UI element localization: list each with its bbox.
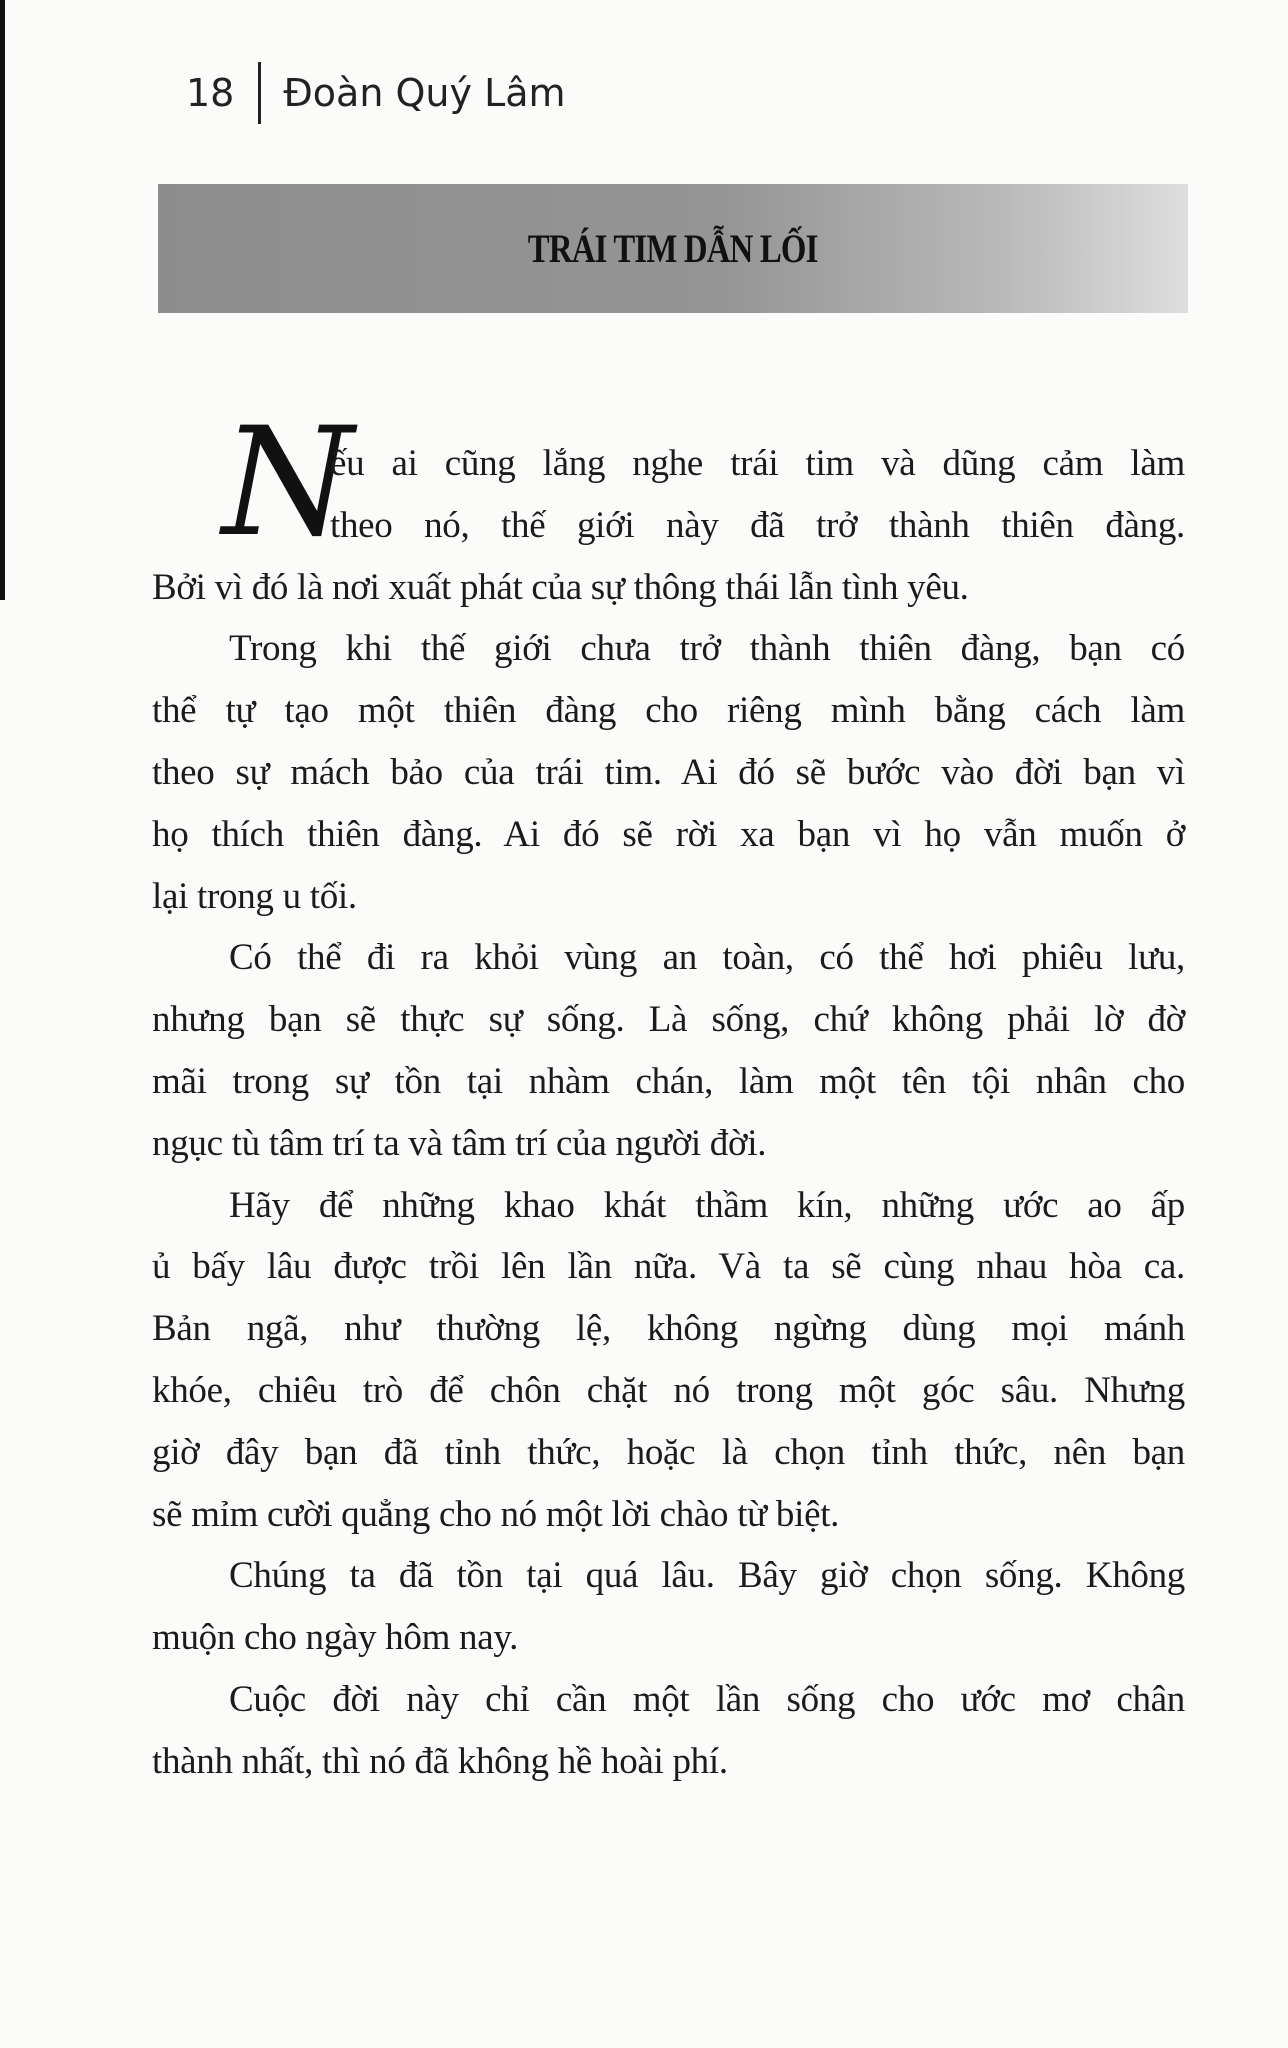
text-line: Hãy để những khao khát thầm kín, những ước ao ấp: [229, 1184, 1185, 1226]
chapter-title: TRÁI TIM DẪN LỐI: [528, 226, 818, 271]
chapter-title-banner: [158, 184, 1188, 313]
text-line: khóe, chiêu trò để chôn chặt nó trong một góc sâu. Nhưng: [152, 1370, 1185, 1411]
text-line: Có thể đi ra khỏi vùng an toàn, có thể hơi phiêu lưu,: [229, 937, 1185, 979]
text-line: thể tự tạo một thiên đàng cho riêng mình bằng cách làm: [152, 690, 1185, 732]
text-line: họ thích thiên đàng. Ai đó sẽ rời xa bạn vì họ vẫn muốn ở: [152, 813, 1185, 855]
text-line: sẽ mỉm cười quẳng cho nó một lời chào từ biệt.: [152, 1493, 840, 1535]
text-line: Bản ngã, như thường lệ, không ngừng dùng mọi mánh: [152, 1308, 1185, 1350]
text-line: ếu ai cũng lắng nghe trái tim và dũng cảm làm: [330, 443, 1185, 484]
text-line: muộn cho ngày hôm nay.: [152, 1617, 519, 1659]
drop-cap: N: [222, 396, 354, 570]
text-line: ủ bấy lâu được trồi lên lần nữa. Và ta sẽ cùng nhau hòa ca.: [152, 1246, 1185, 1288]
text-line: lại trong u tối.: [152, 875, 357, 917]
text-line: ngục tù tâm trí ta và tâm trí của người đời.: [152, 1122, 767, 1164]
text-line: giờ đây bạn đã tỉnh thức, hoặc là chọn tỉnh thức, nên bạn: [152, 1431, 1185, 1473]
text-line: Bởi vì đó là nơi xuất phát của sự thông thái lẫn tình yêu.: [152, 566, 969, 608]
text-line: mãi trong sự tồn tại nhàm chán, làm một tên tội nhân cho: [152, 1061, 1185, 1102]
text-line: Cuộc đời này chỉ cần một lần sống cho ước mơ chân: [229, 1679, 1185, 1720]
text-line: theo sự mách bảo của trái tim. Ai đó sẽ bước vào đời bạn vì: [152, 752, 1185, 793]
text-line: Trong khi thế giới chưa trở thành thiên đàng, bạn có: [229, 628, 1185, 670]
running-header: [186, 62, 566, 124]
author-name: Đoàn Quý Lâm: [283, 71, 566, 115]
page-number: 18: [186, 71, 235, 115]
header-divider: [258, 62, 261, 124]
text-line: theo nó, thế giới này đã trở thành thiên đàng.: [330, 504, 1185, 546]
text-line: nhưng bạn sẽ thực sự sống. Là sống, chứ không phải lờ đờ: [152, 999, 1185, 1041]
text-line: Chúng ta đã tồn tại quá lâu. Bây giờ chọn sống. Không: [229, 1555, 1185, 1597]
text-line: thành nhất, thì nó đã không hề hoài phí.: [152, 1740, 728, 1782]
page-edge-shadow: [0, 0, 5, 600]
